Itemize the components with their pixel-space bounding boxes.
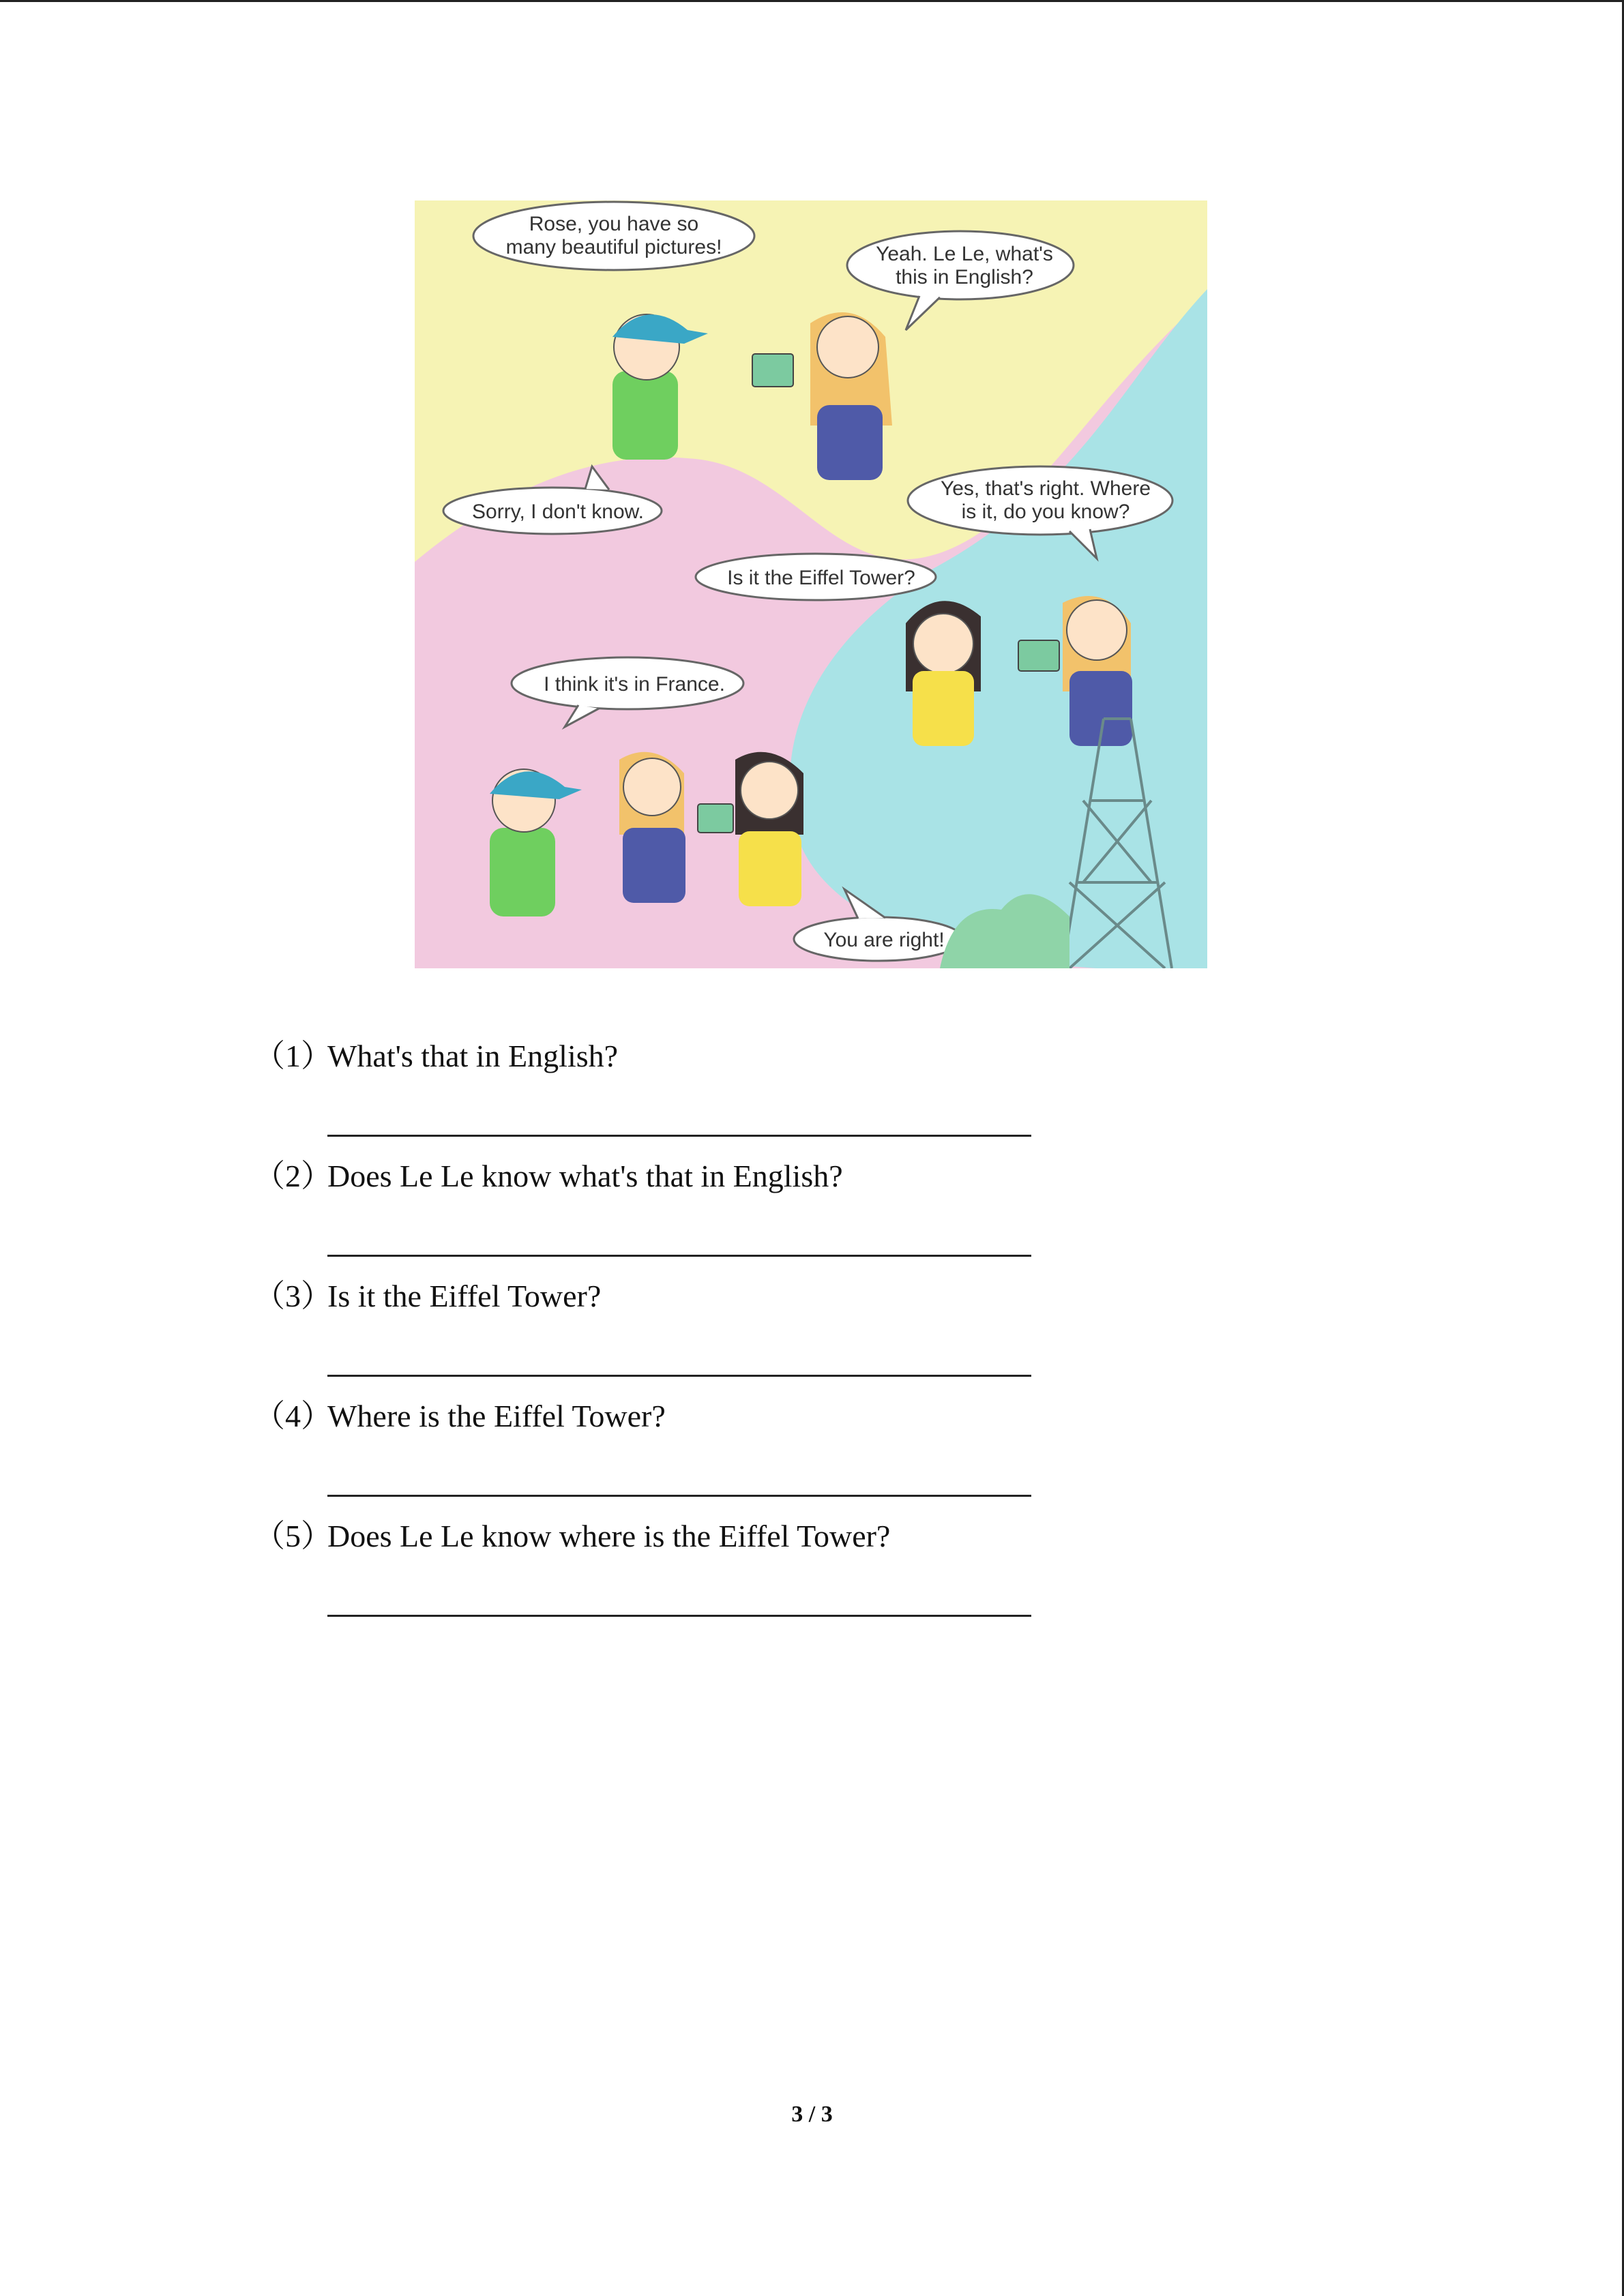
- page-top-border: [0, 0, 1624, 2]
- bubble-5: [696, 554, 936, 600]
- answer-line-2[interactable]: [327, 1255, 1031, 1257]
- comic-illustration: [415, 200, 1207, 968]
- question-5-number: （5）: [254, 1519, 332, 1553]
- bubble-1-line1: Rose, you have so: [529, 213, 699, 235]
- bubble-1: [473, 202, 754, 270]
- bubble-4-line1: Yes, that's right. Where: [940, 477, 1151, 500]
- question-2-number: （2）: [254, 1159, 332, 1193]
- question-1: [254, 1041, 618, 1072]
- bubble-6-text: I think it's in France.: [544, 673, 725, 696]
- question-3-number: （3）: [254, 1279, 332, 1313]
- question-4-text: Where is the Eiffel Tower?: [327, 1399, 666, 1433]
- question-2: [254, 1161, 843, 1192]
- page-number: 3 / 3: [791, 2102, 833, 2127]
- bubble-5-text: Is it the Eiffel Tower?: [727, 567, 915, 589]
- question-4: [254, 1401, 666, 1432]
- question-5: [254, 1521, 890, 1552]
- bubble-2-line1: Yeah. Le Le, what's: [876, 243, 1053, 265]
- bubble-4-line2: is it, do you know?: [961, 501, 1130, 523]
- question-1-number: （1）: [254, 1039, 332, 1073]
- question-5-text: Does Le Le know where is the Eiffel Tower?: [327, 1519, 891, 1553]
- bubble-1-line2: many beautiful pictures!: [505, 236, 722, 258]
- question-3-text: Is it the Eiffel Tower?: [327, 1279, 602, 1313]
- question-1-text: What's that in English?: [327, 1039, 619, 1073]
- answer-line-5[interactable]: [327, 1615, 1031, 1617]
- question-4-number: （4）: [254, 1399, 332, 1433]
- bubble-7-text: You are right!: [823, 929, 945, 951]
- comic-svg: [415, 200, 1207, 968]
- bubble-2-line2: this in English?: [896, 266, 1033, 288]
- answer-line-3[interactable]: [327, 1375, 1031, 1377]
- question-3: [254, 1281, 601, 1312]
- question-2-text: Does Le Le know what's that in English?: [327, 1159, 843, 1193]
- answer-line-1[interactable]: [327, 1135, 1031, 1137]
- bubble-3-text: Sorry, I don't know.: [472, 501, 644, 523]
- answer-line-4[interactable]: [327, 1495, 1031, 1497]
- kids-figures-bottom: [490, 752, 803, 916]
